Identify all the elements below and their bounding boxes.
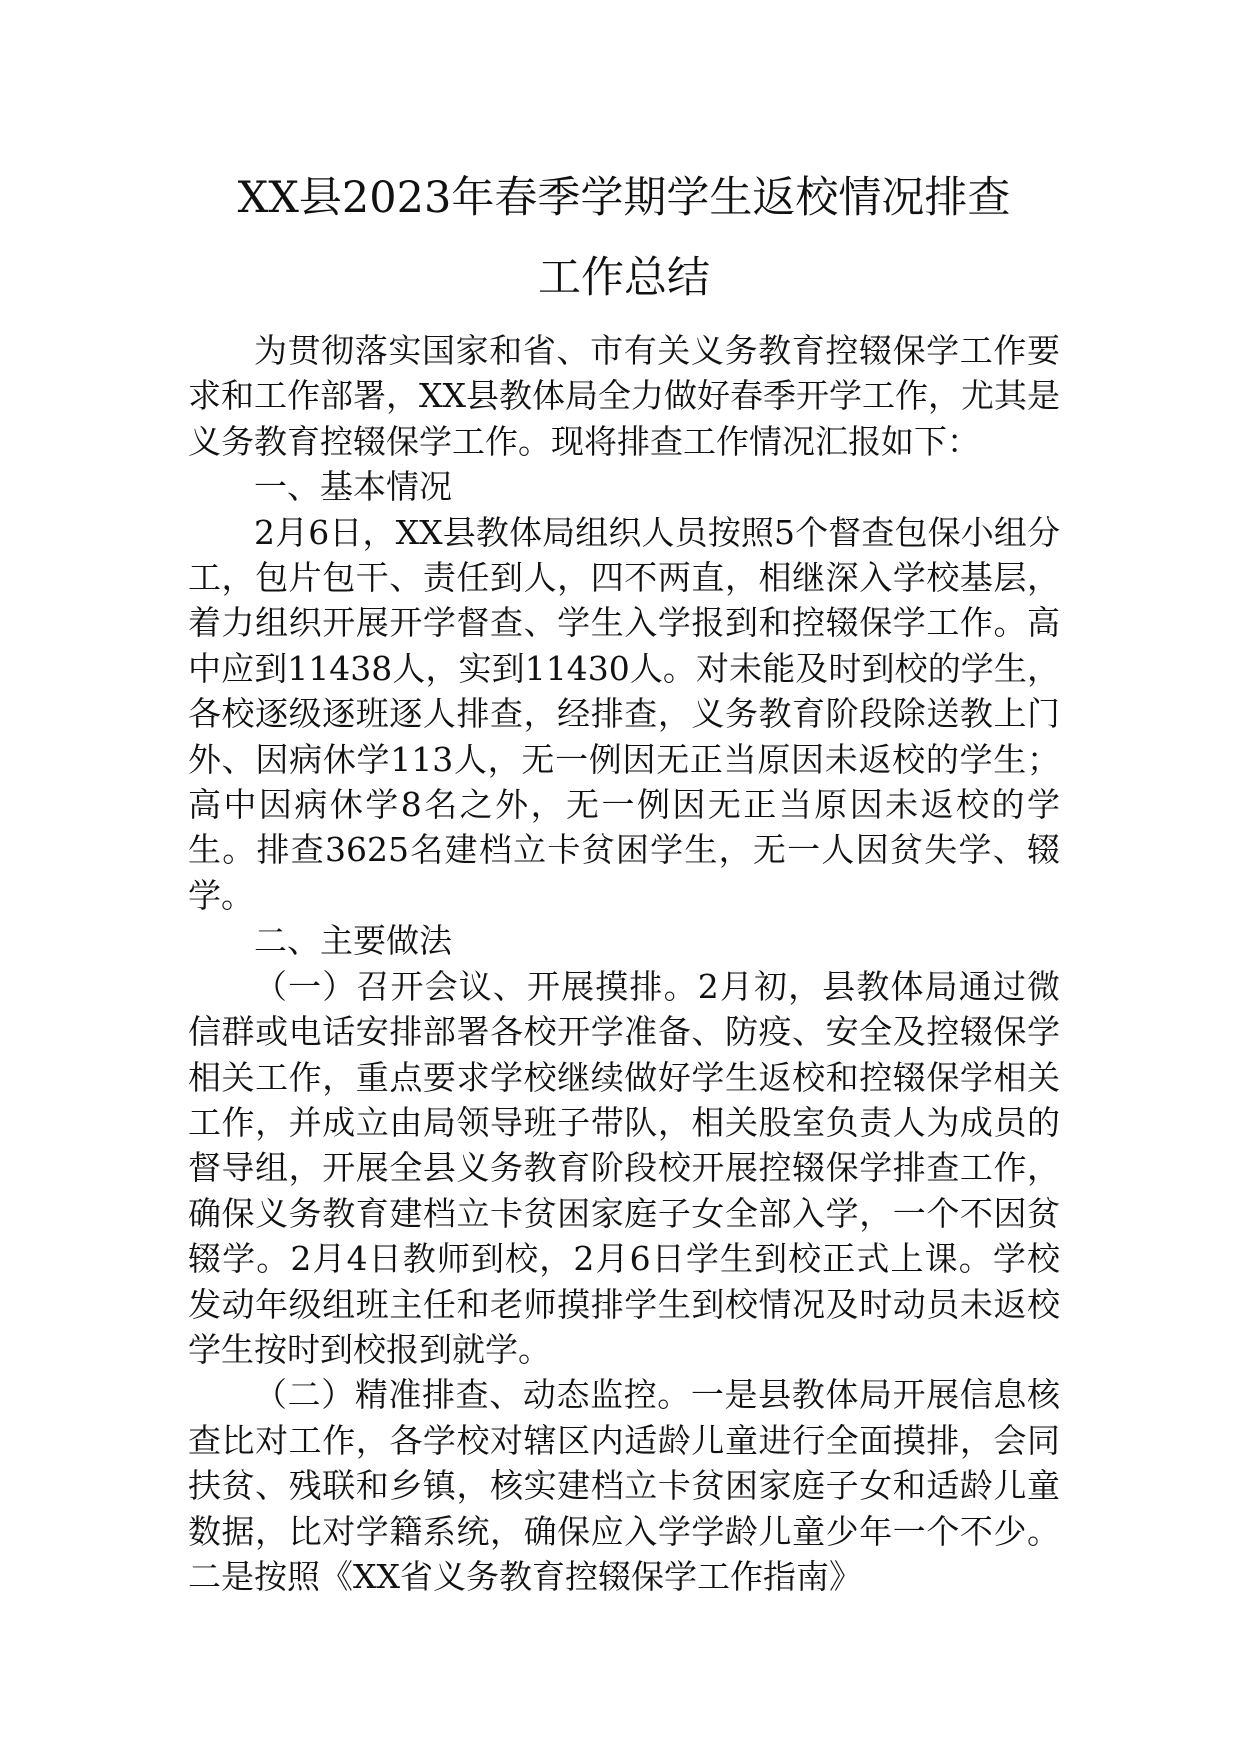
document-page xyxy=(188,158,1060,1599)
practice-paragraph-2: （二）精准排查、动态监控。一是县教体局开展信息核查比对工作，各学校对辖区内适龄儿童进行全面摸排，会同扶贫、残联和乡镇，核实建档立卡贫困家庭子女和适龄儿童数据，比对学籍系统，确保应入学学龄儿童少年一个不少。二是按照《XX省义务教育控辍保学工作指南》 xyxy=(188,1375,1060,1596)
basic-situation-paragraph: 2月6日，XX县教体局组织人员按照5个督查包保小组分工，包片包干、责任到人，四不两直，相继深入学校基层，着力组织开展开学督查、学生入学报到和控辍保学工作。高中应到11438人，实到11430人。对未能及时到校的学生，各校逐级逐班逐人排查，经排查，义务教育阶段除送教上门外、因病休学113人，无一例因无正当原因未返校的学生；高中因病休学8名之外，无一例因无正当原因未返校的学生。排查3625名建档立卡贫困学生，无一人因贫失学、辍学。 xyxy=(188,512,1060,915)
section-heading-basic-situation: 一、基本情况 xyxy=(254,467,452,507)
practice-paragraph-1: （一）召开会议、开展摸排。2月初，县教体局通过微信群或电话安排部署各校开学准备、防疫、安全及控辍保学相关工作，重点要求学校继续做好学生返校和控辍保学相关工作，并成立由局领导班子带队，相关股室负责人为成员的督导组，开展全县义务教育阶段校开展控辍保学排查工作，确保义务教育建档立卡贫困家庭子女全部入学，一个不因贫辍学。2月4日教师到校，2月6日学生到校正式上课。学校发动年级组班主任和老师摸排学生到校情况及时动员未返校学生按时到校报到就学。 xyxy=(188,966,1060,1369)
section-heading-main-practices: 二、主要做法 xyxy=(254,921,452,961)
intro-paragraph: 为贯彻落实国家和省、市有关义务教育控辍保学工作要求和工作部署，XX县教体局全力做好春季开学工作，尤其是义务教育控辍保学工作。现将排查工作情况汇报如下： xyxy=(188,331,1060,461)
title-line-1: XX县2023年春季学期学生返校情况排查 xyxy=(237,173,1011,223)
document-body xyxy=(188,328,1060,1599)
document-title xyxy=(188,158,1060,318)
title-line-2: 工作总结 xyxy=(538,253,710,303)
